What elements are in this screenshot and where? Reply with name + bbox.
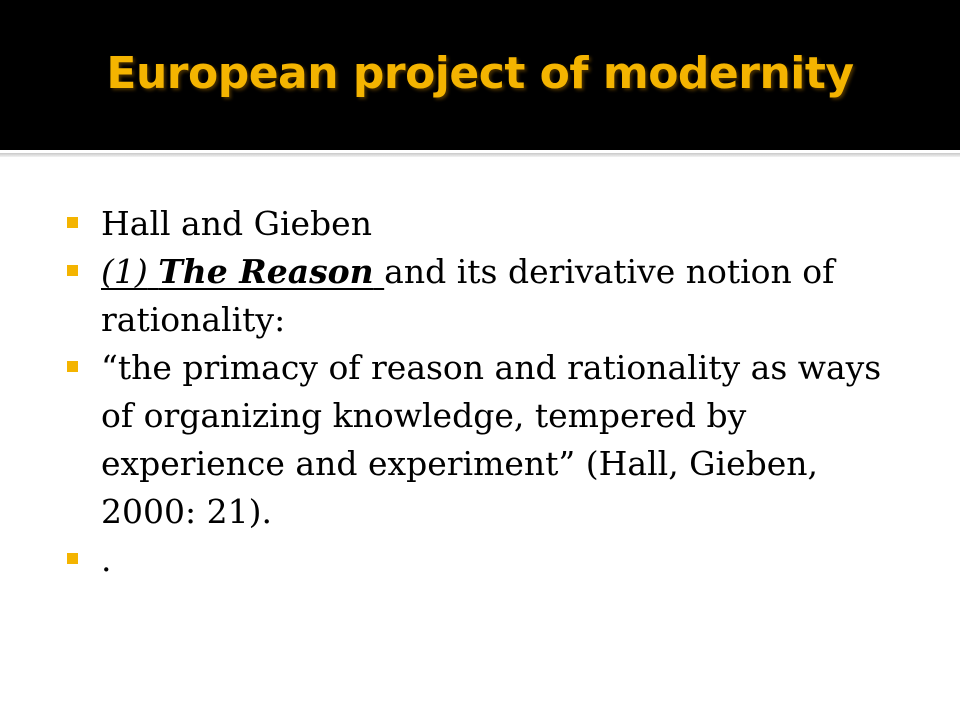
square-bullet-icon — [67, 553, 78, 564]
bullet-item-reason — [67, 248, 917, 344]
bullet-text: . — [101, 540, 112, 579]
bullet-gap — [148, 252, 159, 291]
bullet-trailing-space — [374, 252, 385, 291]
bullet-item-authors — [67, 200, 917, 248]
square-bullet-icon — [67, 361, 78, 372]
bullet-quote-text: “the primacy of reason and rationality as ways of organizing knowledge, tempered by experience and experiment” (Hall, Gieben, 2000: 21). — [101, 348, 882, 531]
bullet-underlined-segment — [101, 252, 384, 291]
bullet-list — [67, 200, 917, 584]
slide-title: European project of modernity — [106, 48, 854, 99]
bullet-emphasis: The Reason — [158, 252, 374, 291]
bullet-item-quote — [67, 344, 917, 536]
bullet-item-period — [67, 536, 917, 584]
square-bullet-icon — [67, 265, 78, 276]
square-bullet-icon — [67, 217, 78, 228]
bullet-text: and its derivative notion of rationality: — [101, 252, 835, 339]
bullet-number: (1) — [101, 252, 148, 291]
bullet-text: Hall and Gieben — [101, 204, 372, 243]
title-divider — [0, 153, 960, 157]
